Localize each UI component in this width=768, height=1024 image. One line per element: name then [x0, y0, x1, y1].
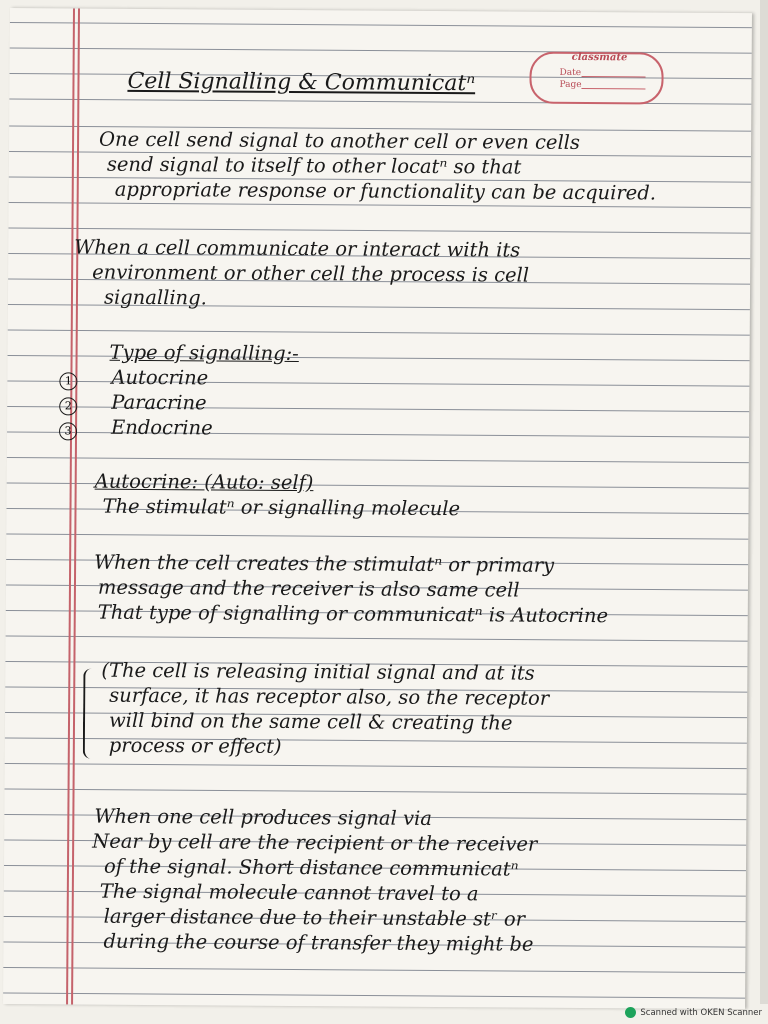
note-line: The signal molecule cannot travel to a: [99, 879, 479, 906]
note-line: When one cell produces signal via: [94, 804, 432, 830]
note-line: send signal to itself to other locatⁿ so that: [106, 152, 522, 179]
date-label: Date: [559, 67, 582, 78]
date-line: [582, 76, 646, 77]
notebook-page: [3, 8, 752, 1009]
brand-name: classmate: [571, 51, 628, 64]
note-line: during the course of transfer they might be: [103, 929, 534, 956]
page-title: Cell Signalling & Communicatⁿ: [127, 68, 476, 97]
list-item: Paracrine: [111, 390, 207, 415]
note-line: message and the receiver is also same cell: [97, 575, 520, 602]
section-heading: Autocrine: (Auto: self): [94, 469, 314, 495]
note-line: larger distance due to their unstable stʳ or: [103, 904, 526, 931]
page-line: [581, 88, 645, 89]
page-label: Page: [559, 79, 582, 90]
bracket-mark: [83, 669, 96, 759]
note-line: signalling.: [103, 285, 207, 310]
classmate-logo: [529, 52, 663, 105]
note-line: process or effect): [108, 733, 282, 758]
note-line: When a cell communicate or interact with its: [74, 235, 521, 262]
list-number: 1: [59, 372, 77, 390]
list-item: Endocrine: [110, 415, 213, 440]
list-number: 3: [59, 422, 77, 440]
note-line: When the cell creates the stimulatⁿ or primary: [94, 550, 555, 577]
scanner-logo-icon: [625, 1007, 636, 1018]
next-page-edge: [760, 0, 768, 1004]
note-line: surface, it has receptor also, so the receptor: [109, 683, 550, 710]
scanner-text: Scanned with OKEN Scanner: [640, 1007, 762, 1018]
note-line: appropriate response or functionality can be acquired.: [114, 177, 657, 205]
note-line: (The cell is releasing initial signal and at its: [101, 658, 535, 685]
note-line: environment or other cell the process is cell: [92, 260, 530, 287]
note-line: One cell send signal to another cell or even cells: [99, 127, 581, 154]
list-item: Autocrine: [111, 365, 209, 390]
note-line: of the signal. Short distance communicatⁿ: [103, 854, 519, 881]
note-line: will bind on the same cell & creating the: [108, 708, 513, 735]
note-line: The stimulatⁿ or signalling molecule: [102, 494, 461, 521]
list-number: 2: [59, 397, 77, 415]
scanner-watermark: [625, 1007, 762, 1018]
note-line: That type of signalling or communicatⁿ is Autocrine: [97, 600, 609, 628]
section-heading: Type of signalling:-: [109, 340, 299, 366]
note-line: Near by cell are the recipient or the receiver: [92, 829, 538, 856]
